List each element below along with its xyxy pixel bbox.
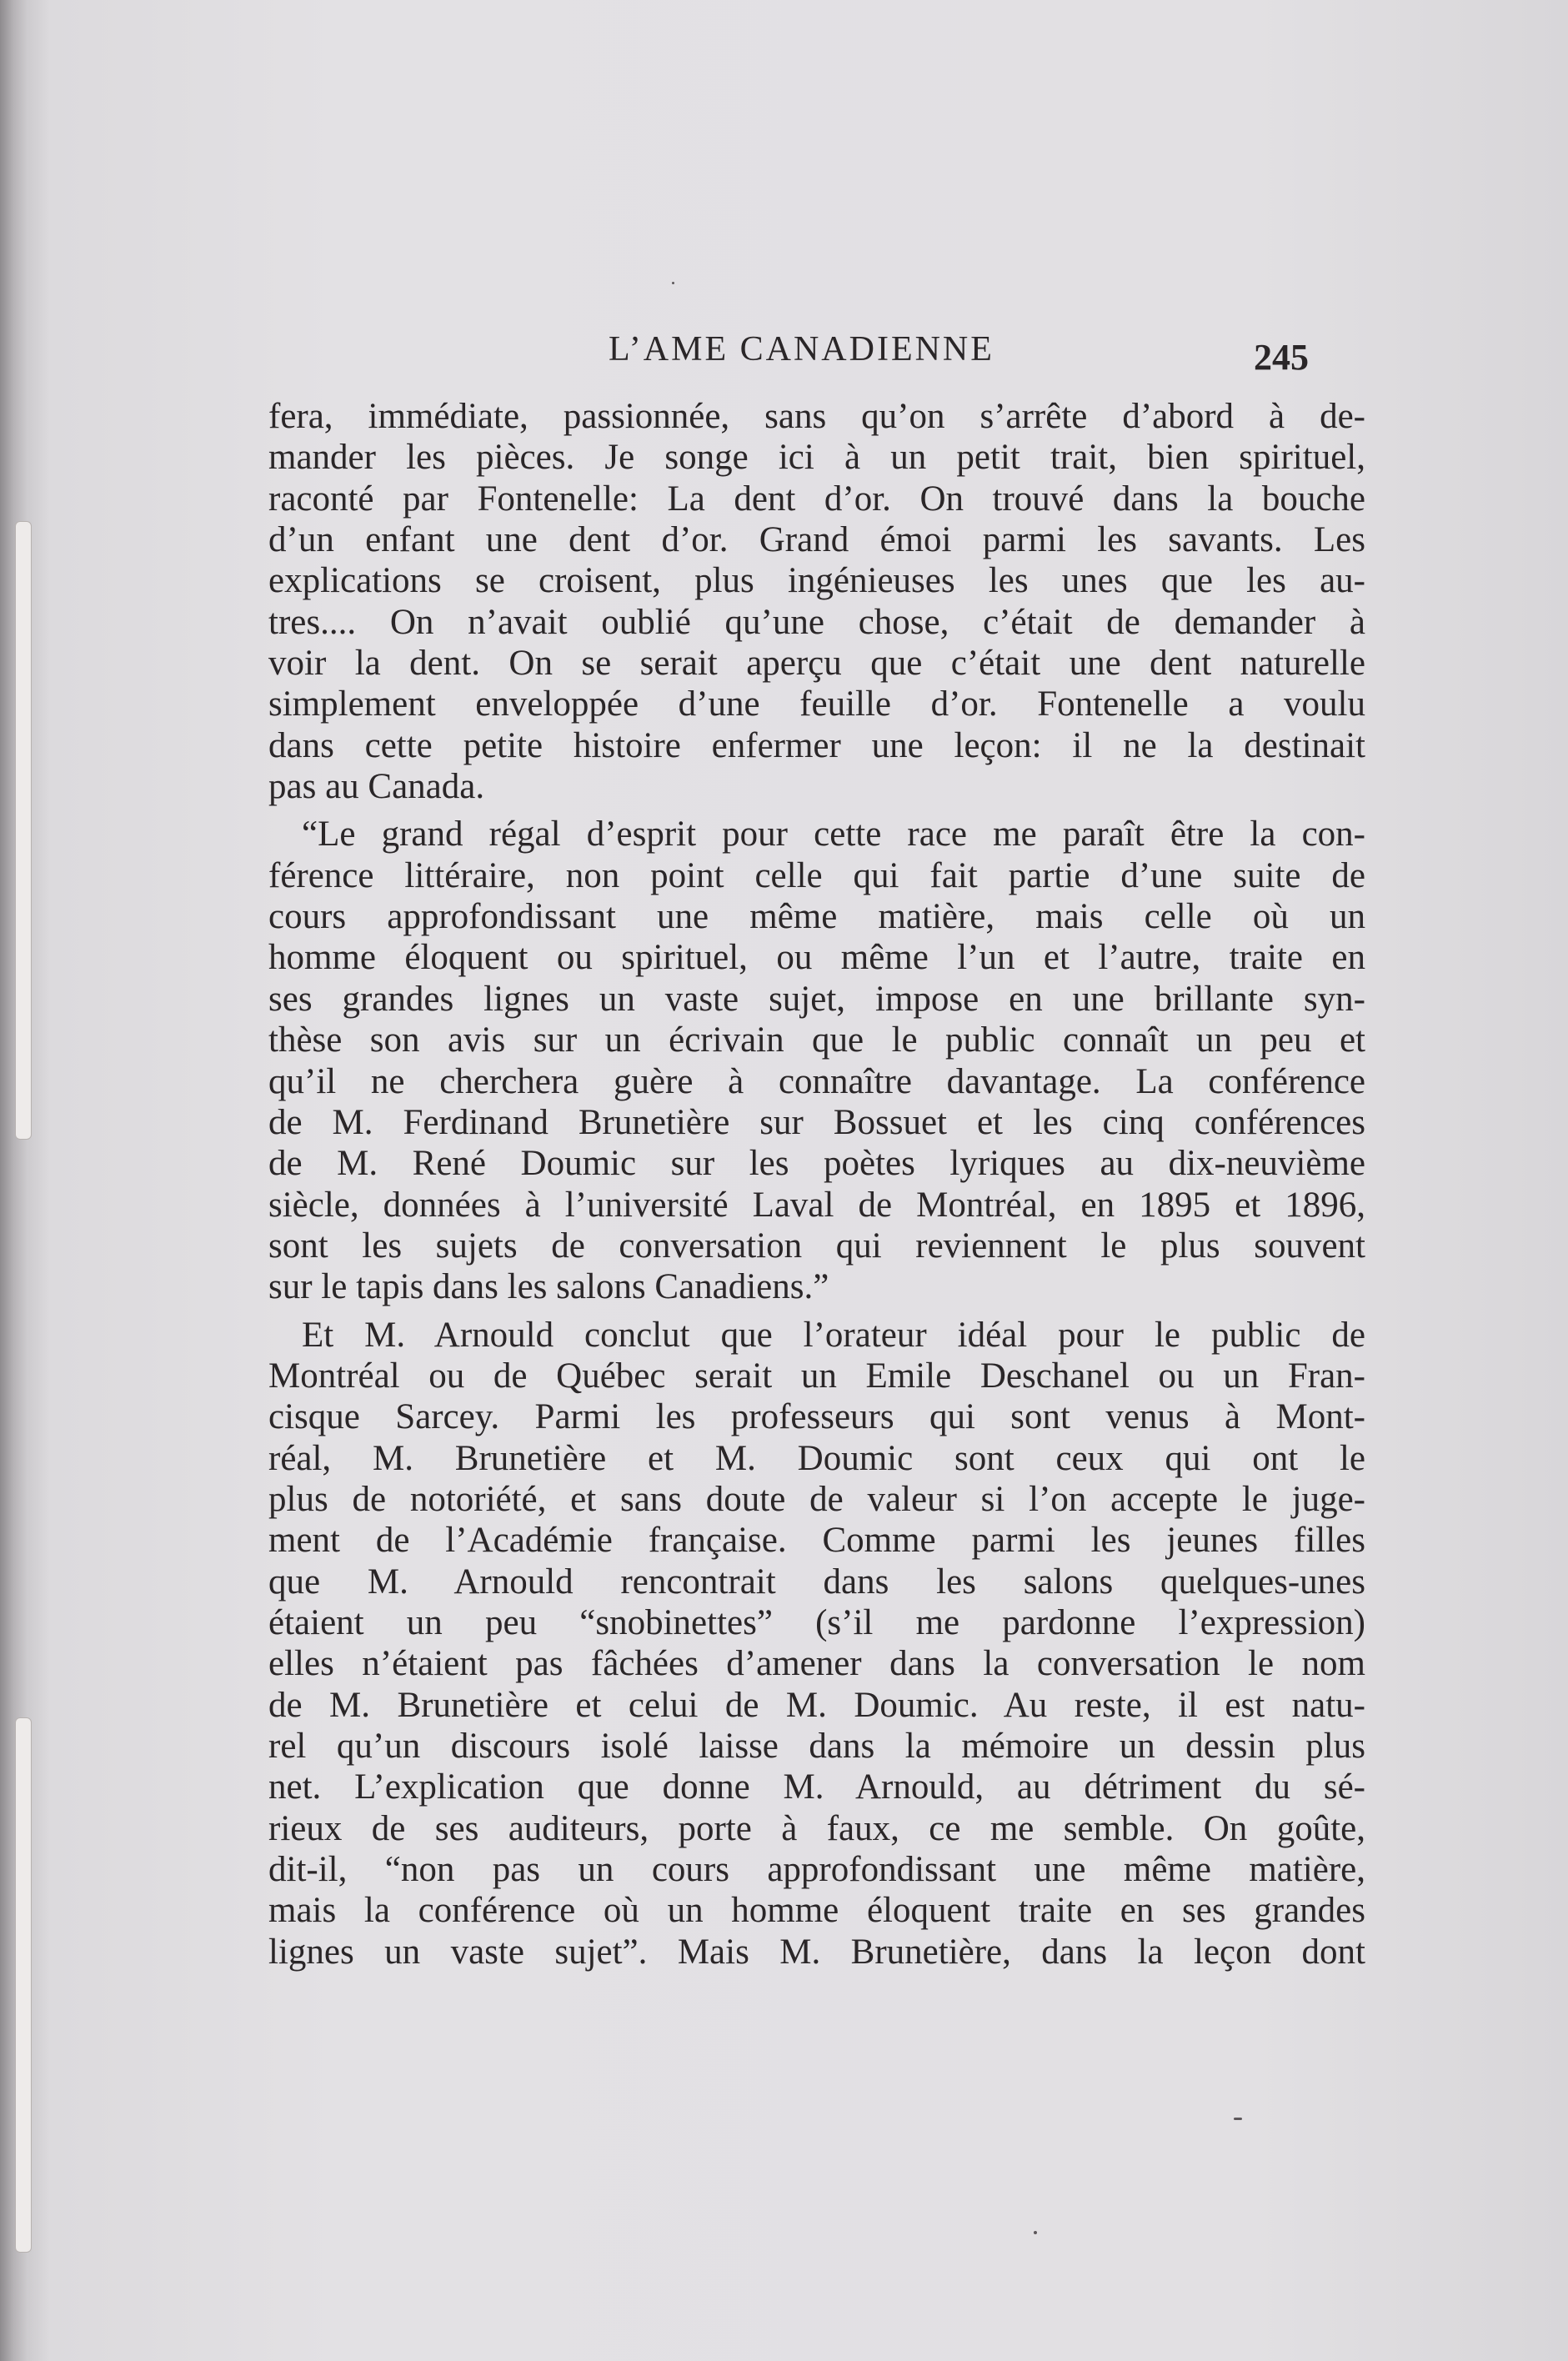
binding-tape bbox=[15, 1717, 32, 2253]
text-line: pas au Canada. bbox=[268, 767, 485, 807]
text-line: sont les sujets de conversation qui reviennent le plus souvent bbox=[268, 1226, 1365, 1266]
page-number: 245 bbox=[1254, 337, 1309, 378]
text-line: dans cette petite histoire enfermer une leçon: il ne la destinait bbox=[268, 725, 1365, 765]
paragraph bbox=[268, 396, 1365, 807]
paper-speck bbox=[1234, 2118, 1242, 2120]
text-line: elles n’étaient pas fâchées d’amener dans la conversation le nom bbox=[268, 1644, 1365, 1684]
paragraph bbox=[268, 814, 1365, 1307]
text-line: d’un enfant une dent d’or. Grand émoi parmi les savants. Les bbox=[268, 520, 1365, 560]
text-line: qu’il ne cherchera guère à connaître davantage. La conférence bbox=[268, 1061, 1365, 1101]
text-line: cisque Sarcey. Parmi les professeurs qui sont venus à Mont- bbox=[268, 1397, 1365, 1437]
text-line: lignes un vaste sujet”. Mais M. Brunetière, dans la leçon dont bbox=[268, 1932, 1365, 1972]
paper-speck bbox=[672, 282, 674, 284]
text-line: étaient un peu “snobinettes” (s’il me pardonne l’expression) bbox=[268, 1602, 1365, 1642]
text-line: dit-il, “non pas un cours approfondissant une même matière, bbox=[268, 1850, 1365, 1890]
text-line: de M. René Doumic sur les poètes lyriques au dix-neuvième bbox=[268, 1144, 1365, 1184]
paragraph bbox=[268, 1315, 1365, 1973]
text-line: que M. Arnould rencontrait dans les salons quelques-unes bbox=[268, 1561, 1365, 1602]
text-line: explications se croisent, plus ingénieuses les unes que les au- bbox=[268, 561, 1365, 601]
text-line: rieux de ses auditeurs, porte à faux, ce me semble. On goûte, bbox=[268, 1808, 1365, 1848]
text-line: tres.... On n’avait oublié qu’une chose, c’était de demander à bbox=[268, 602, 1365, 642]
text-line: réal, M. Brunetière et M. Doumic sont ceux qui ont le bbox=[268, 1438, 1365, 1478]
body-text bbox=[268, 396, 1365, 1973]
text-line: de M. Ferdinand Brunetière sur Bossuet et les cinq conférences bbox=[268, 1102, 1365, 1142]
running-title: L’AME CANADIENNE bbox=[609, 330, 994, 368]
text-line: de M. Brunetière et celui de M. Doumic. Au reste, il est natu- bbox=[268, 1685, 1365, 1725]
text-line: plus de notoriété, et sans doute de valeur si l’on accepte le juge- bbox=[268, 1479, 1365, 1519]
text-line: férence littéraire, non point celle qui fait partie d’une suite de bbox=[268, 855, 1365, 895]
text-line: fera, immédiate, passionnée, sans qu’on s’arrête d’abord à de- bbox=[268, 397, 1365, 436]
text-line: ses grandes lignes un vaste sujet, impose en une brillante syn- bbox=[268, 979, 1365, 1019]
running-head bbox=[250, 329, 1309, 379]
text-line: ment de l’Académie française. Comme parmi les jeunes filles bbox=[268, 1521, 1365, 1561]
text-line: mais la conférence où un homme éloquent traite en ses grandes bbox=[268, 1891, 1365, 1931]
text-line: cours approfondissant une même matière, mais celle où un bbox=[268, 897, 1365, 937]
text-line: homme éloquent ou spirituel, ou même l’un et l’autre, traite en bbox=[268, 938, 1365, 978]
text-line: mander les pièces. Je songe ici à un petit trait, bien spirituel, bbox=[268, 438, 1365, 478]
text-line: rel qu’un discours isolé laisse dans la mémoire un dessin plus bbox=[268, 1727, 1365, 1766]
text-line: siècle, données à l’université Laval de Montréal, en 1895 et 1896, bbox=[268, 1185, 1365, 1225]
text-line: “Le grand régal d’esprit pour cette race me paraît être la con- bbox=[302, 815, 1365, 855]
text-line: Montréal ou de Québec serait un Emile Deschanel ou un Fran- bbox=[268, 1356, 1365, 1396]
text-line: raconté par Fontenelle: La dent d’or. On trouvé dans la bouche bbox=[268, 479, 1365, 519]
text-line: Et M. Arnould conclut que l’orateur idéal pour le public de bbox=[302, 1315, 1365, 1355]
text-line: sur le tapis dans les salons Canadiens.” bbox=[268, 1267, 829, 1307]
text-line: simplement enveloppée d’une feuille d’or. Fontenelle a voulu bbox=[268, 684, 1365, 724]
binding-tape bbox=[15, 521, 32, 1140]
paper-speck bbox=[1034, 2231, 1037, 2234]
text-line: net. L’explication que donne M. Arnould, au détriment du sé- bbox=[268, 1767, 1365, 1807]
text-line: thèse son avis sur un écrivain que le public connaît un peu et bbox=[268, 1020, 1365, 1060]
text-line: voir la dent. On se serait aperçu que c’était une dent naturelle bbox=[268, 644, 1365, 684]
